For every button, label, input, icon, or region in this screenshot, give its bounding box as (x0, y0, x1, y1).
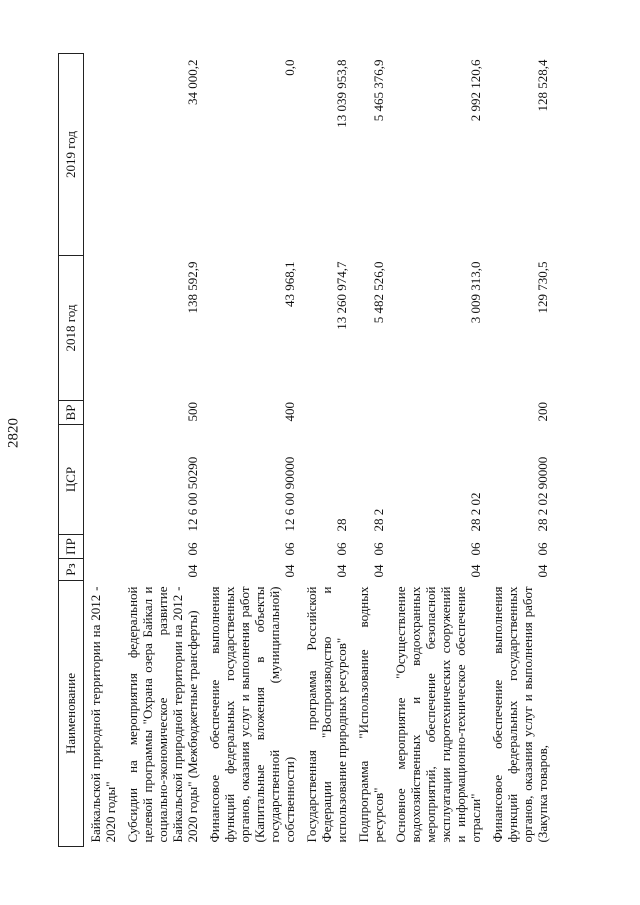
table-row (84, 54, 122, 847)
row-vr: 500 (185, 402, 200, 422)
header-rz: Рз (59, 559, 84, 581)
table-header (59, 54, 84, 847)
row-2018: 129 730,5 (535, 261, 550, 314)
row-vr (84, 401, 122, 425)
row-pr: 06 (185, 542, 200, 556)
table-row (389, 54, 486, 847)
row-vr: 400 (282, 402, 297, 422)
row-csr: 28 (334, 518, 349, 532)
table-row (121, 54, 203, 847)
row-2019 (84, 54, 122, 256)
row-name: Субсидии на мероприятия федеральной целевой программы "Охрана озера Байкал и социально-экономическое развитие Байкальской природной территории на 2012 - 2020 годы" (Межбюджетные трансферты) (125, 586, 200, 843)
table-row (203, 54, 300, 847)
budget-table (58, 53, 553, 847)
row-2018: 5 482 526,0 (371, 261, 386, 324)
row-2019: 5 465 376,9 (371, 59, 386, 122)
row-csr: 28 2 02 (468, 492, 483, 532)
row-name: Финансовое обеспечение выполнения функций федеральных государственных органов, оказания услуг и выполнения работ (Закупка товаров, (490, 586, 550, 843)
row-vr: 200 (535, 402, 550, 422)
row-2018: 13 260 974,7 (334, 261, 349, 330)
row-csr: 28 2 (371, 508, 386, 532)
row-rz: 04 (371, 564, 386, 578)
row-2018: 3 009 313,0 (468, 261, 483, 324)
row-vr (352, 401, 389, 425)
row-name: Государственная программа Российской Федерации "Воспроизводство и использование природных ресурсов" (304, 586, 349, 843)
row-vr (389, 401, 486, 425)
row-name: Финансовое обеспечение выполнения функций федеральных государственных органов, оказания услуг и выполнения работ (Капитальные вложения в объекты государственной (муниципальной) собственности) (207, 586, 297, 843)
row-rz: 04 (468, 564, 483, 578)
row-pr: 06 (282, 542, 297, 556)
row-rz: 04 (282, 564, 297, 578)
row-2019: 13 039 953,8 (334, 59, 349, 128)
row-vr (300, 401, 352, 425)
row-name: Байкальской природной территории на 2012 - 2020 годы" (88, 586, 118, 843)
row-name: Подпрограмма "Использование водных ресурсов" (356, 586, 386, 843)
table-row (486, 54, 553, 847)
table-row (352, 54, 389, 847)
row-pr: 06 (371, 542, 386, 556)
row-pr: 06 (334, 542, 349, 556)
row-rz: 04 (334, 564, 349, 578)
row-2019: 0,0 (282, 59, 297, 76)
page-number-text: 2820 (5, 418, 22, 448)
row-2018: 138 592,9 (185, 261, 200, 314)
row-rz (84, 559, 122, 581)
row-csr: 12 6 00 50290 (185, 456, 200, 532)
row-2019: 34 000,2 (185, 59, 200, 105)
row-csr: 28 2 02 90000 (535, 456, 550, 532)
header-name: Наименование (59, 581, 84, 847)
row-pr: 06 (468, 542, 483, 556)
header-vr: ВР (59, 401, 84, 425)
table-row (300, 54, 352, 847)
row-name: Основное мероприятие "Осуществление водохозяйственных и водоохранных мероприятий, обеспечение безопасной эксплуатации гидротехнических сооружений и информационно-техническое обеспечение отрасли" (393, 586, 483, 843)
row-csr (84, 425, 122, 535)
row-csr: 12 6 00 90000 (282, 456, 297, 532)
row-rz: 04 (185, 564, 200, 578)
header-pr: ПР (59, 535, 84, 559)
header-csr: ЦСР (59, 425, 84, 535)
row-2019: 128 528,4 (535, 59, 550, 112)
row-2018: 43 968,1 (282, 261, 297, 307)
header-2018: 2018 год (59, 256, 84, 401)
row-pr: 06 (535, 542, 550, 556)
header-2019: 2019 год (59, 54, 84, 256)
row-2018 (84, 256, 122, 401)
row-rz: 04 (535, 564, 550, 578)
row-2019: 2 992 120,6 (468, 59, 483, 122)
row-pr (84, 535, 122, 559)
